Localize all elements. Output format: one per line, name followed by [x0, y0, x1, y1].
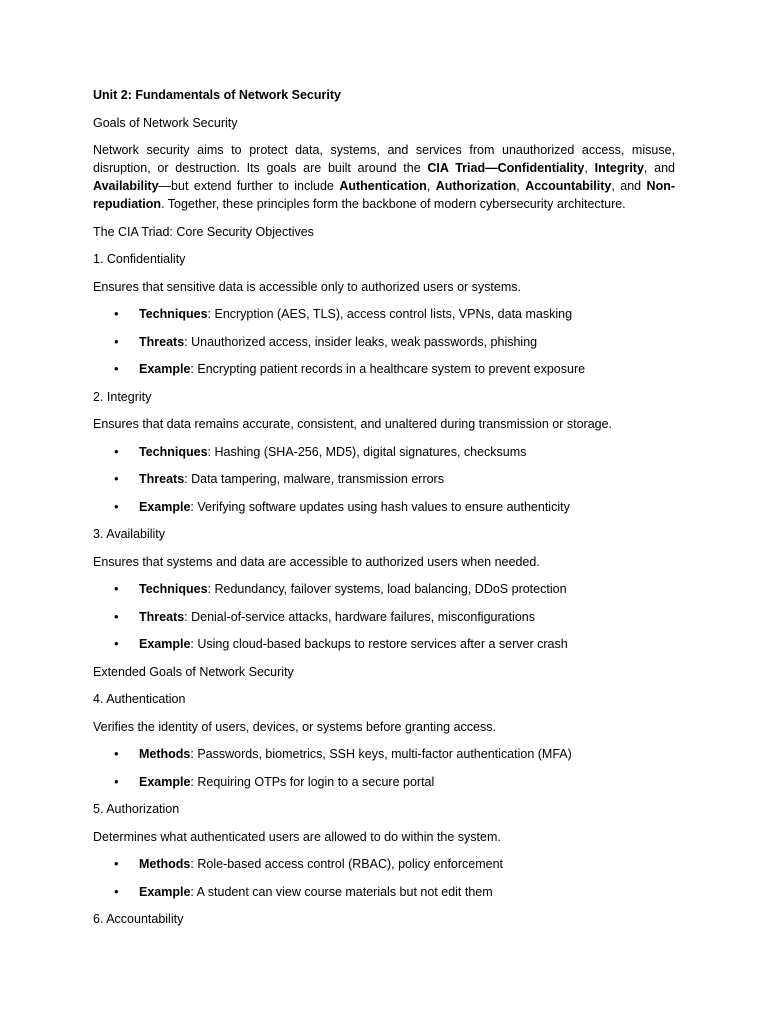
authentication-list	[93, 745, 675, 791]
list-item: • Threats: Unauthorized access, insider leaks, weak passwords, phishing	[114, 333, 538, 349]
list-item: • Example: Requiring OTPs for login to a secure portal	[114, 773, 435, 789]
bullet-icon: •	[114, 581, 119, 596]
list-item: • Techniques: Redundancy, failover systems, load balancing, DDoS protection	[114, 581, 567, 596]
integrity-heading: 2. Integrity	[93, 389, 152, 404]
bullet-icon: •	[114, 443, 119, 459]
accountability-heading: 6. Accountability	[93, 912, 184, 926]
integrity-list	[93, 443, 675, 516]
goals-heading: Goals of Network Security	[93, 115, 238, 130]
bullet-icon: •	[114, 608, 119, 624]
bullet-icon: •	[114, 636, 119, 651]
authentication-description: Verifies the identity of users, devices, or systems before granting access.	[93, 719, 496, 734]
bullet-icon: •	[114, 746, 119, 761]
integrity-description: Ensures that data remains accurate, consistent, and unaltered during transmission or storage.	[93, 417, 613, 431]
list-item: • Example: Encrypting patient records in a healthcare system to prevent exposure	[114, 361, 586, 376]
document-body	[93, 86, 675, 938]
list-item: • Example: Using cloud-based backups to restore services after a server crash	[114, 636, 568, 651]
authorization-heading: 5. Authorization	[93, 802, 180, 816]
bullet-icon: •	[114, 498, 119, 514]
bullet-icon: •	[114, 306, 119, 321]
availability-heading: 3. Availability	[93, 527, 166, 541]
bullet-icon: •	[114, 856, 119, 871]
list-item: • Techniques: Hashing (SHA-256, MD5), digital signatures, checksums	[114, 443, 527, 459]
authorization-description: Determines what authenticated users are allowed to do within the system.	[93, 829, 501, 844]
bullet-icon: •	[114, 471, 119, 486]
availability-description: Ensures that systems and data are accessible to authorized users when needed.	[93, 554, 540, 569]
authorization-list	[93, 855, 675, 901]
confidentiality-heading: 1. Confidentiality	[93, 252, 186, 266]
bullet-icon: •	[114, 773, 119, 789]
bullet-icon: •	[114, 883, 119, 899]
list-item: • Threats: Denial-of-service attacks, hardware failures, misconfigurations	[114, 608, 535, 624]
bullet-icon: •	[114, 333, 119, 349]
confidentiality-description: Ensures that sensitive data is accessible only to authorized users or systems.	[93, 279, 521, 294]
list-item: • Example: Verifying software updates using hash values to ensure authenticity	[114, 498, 570, 514]
list-item: • Threats: Data tampering, malware, transmission errors	[114, 471, 444, 486]
cia-heading: The CIA Triad: Core Security Objectives	[93, 224, 314, 239]
extended-heading: Extended Goals of Network Security	[93, 664, 294, 679]
bullet-icon: •	[114, 361, 119, 376]
list-item: • Techniques: Encryption (AES, TLS), access control lists, VPNs, data masking	[114, 306, 573, 321]
availability-list	[93, 580, 675, 653]
list-item: • Example: A student can view course materials but not edit them	[114, 883, 493, 899]
intro-paragraph: Network security aims to protect data, systems, and services from unauthorized access, misuse, disruption, or destruction. Its goals are built around the CIA Triad—Confidentiality, Integrity, and Availability—but extend further to include Authentication, Authorization, Accountability, and Non-repudiation. Together, these principles form the backbone of modern cybersecurity architecture.	[93, 143, 676, 211]
list-item: • Methods: Passwords, biometrics, SSH keys, multi-factor authentication (MFA)	[114, 746, 572, 761]
confidentiality-list	[93, 305, 675, 378]
page-title: Unit 2: Fundamentals of Network Security	[93, 88, 341, 102]
authentication-heading: 4. Authentication	[93, 692, 186, 706]
list-item: • Methods: Role-based access control (RBAC), policy enforcement	[114, 856, 504, 871]
